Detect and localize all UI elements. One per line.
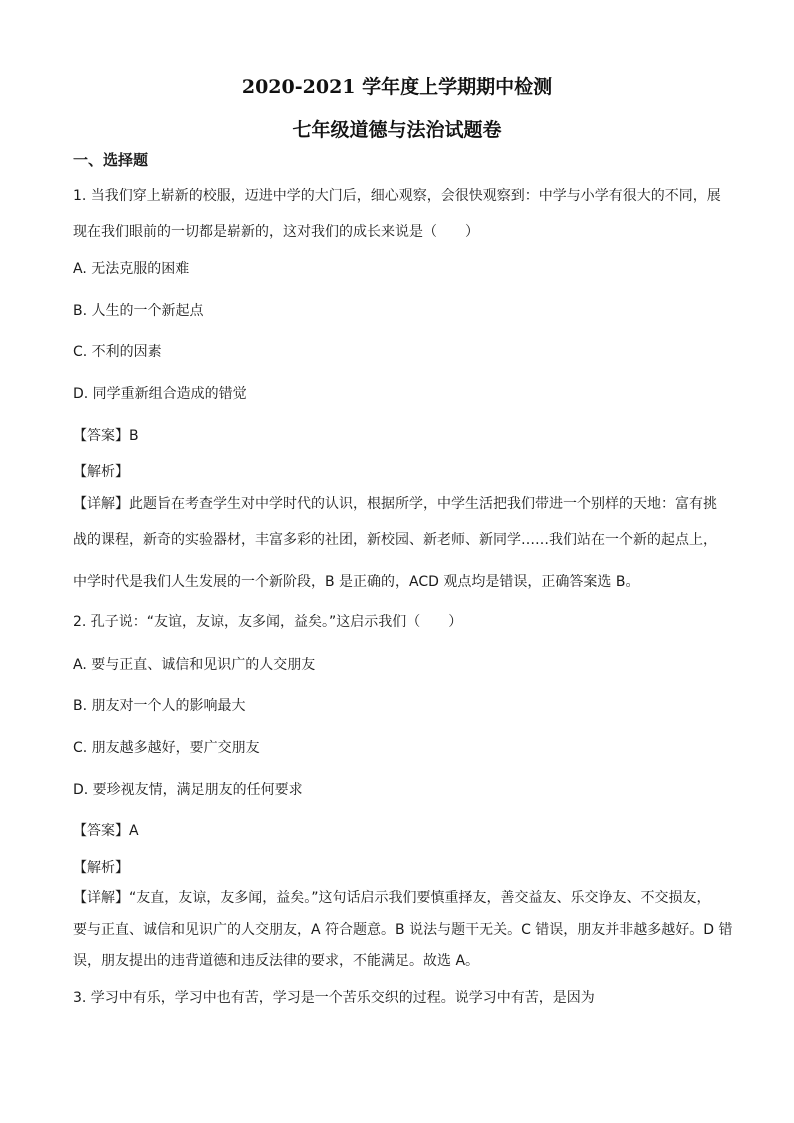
q1-option-b: B. 人生的一个新起点 [73,303,204,319]
q3-stem: 3. 学习中有乐，学习中也有苦，学习是一个苦乐交织的过程。说学习中有苦，是因为 [73,990,595,1006]
q2-option-c: C. 朋友越多越好，要广交朋友 [73,740,260,756]
q1-stem-line-2: 现在我们眼前的一切都是崭新的，这对我们的成长来说是（ ） [73,224,479,240]
q2-stem: 2. 孔子说：“友谊，友谅，友多闻，益矣。”这启示我们（ ） [73,614,463,630]
document-subtitle: 七年级道德与法治试题卷 [292,119,502,141]
document-title: 2020-2021 学年度上学期期中检测 [241,76,553,98]
q2-analysis-label: 【解析】 [73,860,129,876]
q2-option-a: A. 要与正直、诚信和见识广的人交朋友 [73,657,316,673]
q1-option-c: C. 不利的因素 [73,344,162,360]
q2-detail-line-1: 【详解】“友直，友谅，友多闻，益矣。”这句话启示我们要慎重择友，善交益友、乐交诤友、不交损友， [73,890,711,906]
q2-detail-line-3: 误，朋友提出的违背道德和违反法律的要求，不能满足。故选 A。 [73,953,480,969]
q2-answer: 【答案】A [73,823,139,839]
q1-option-d: D. 同学重新组合造成的错觉 [73,386,247,402]
q1-answer: 【答案】B [73,428,139,444]
q2-detail-line-2: 要与正直、诚信和见识广的人交朋友，A 符合题意。B 说法与题干无关。C 错误，朋友并非越多越好。D 错 [73,922,733,938]
section-heading: 一、选择题 [73,151,149,169]
q1-detail-line-1: 【详解】此题旨在考查学生对中学时代的认识，根据所学，中学生活把我们带进一个别样的天地：富有挑 [73,496,717,512]
q1-detail-line-3: 中学时代是我们人生发展的一个新阶段，B 是正确的，ACD 观点均是错误，正确答案选 B。 [73,574,640,590]
q1-detail-line-2: 战的课程，新奇的实验器材，丰富多彩的社团，新校园、新老师、新同学……我们站在一个新的起点上， [73,532,717,548]
q1-analysis-label: 【解析】 [73,464,129,480]
q1-stem-line-1: 1. 当我们穿上崭新的校服，迈进中学的大门后，细心观察，会很快观察到：中学与小学有很大的不同，展 [73,188,721,204]
q2-option-b: B. 朋友对一个人的影响最大 [73,698,246,714]
q1-option-a: A. 无法克服的困难 [73,261,190,277]
q2-option-d: D. 要珍视友情，满足朋友的任何要求 [73,782,303,798]
